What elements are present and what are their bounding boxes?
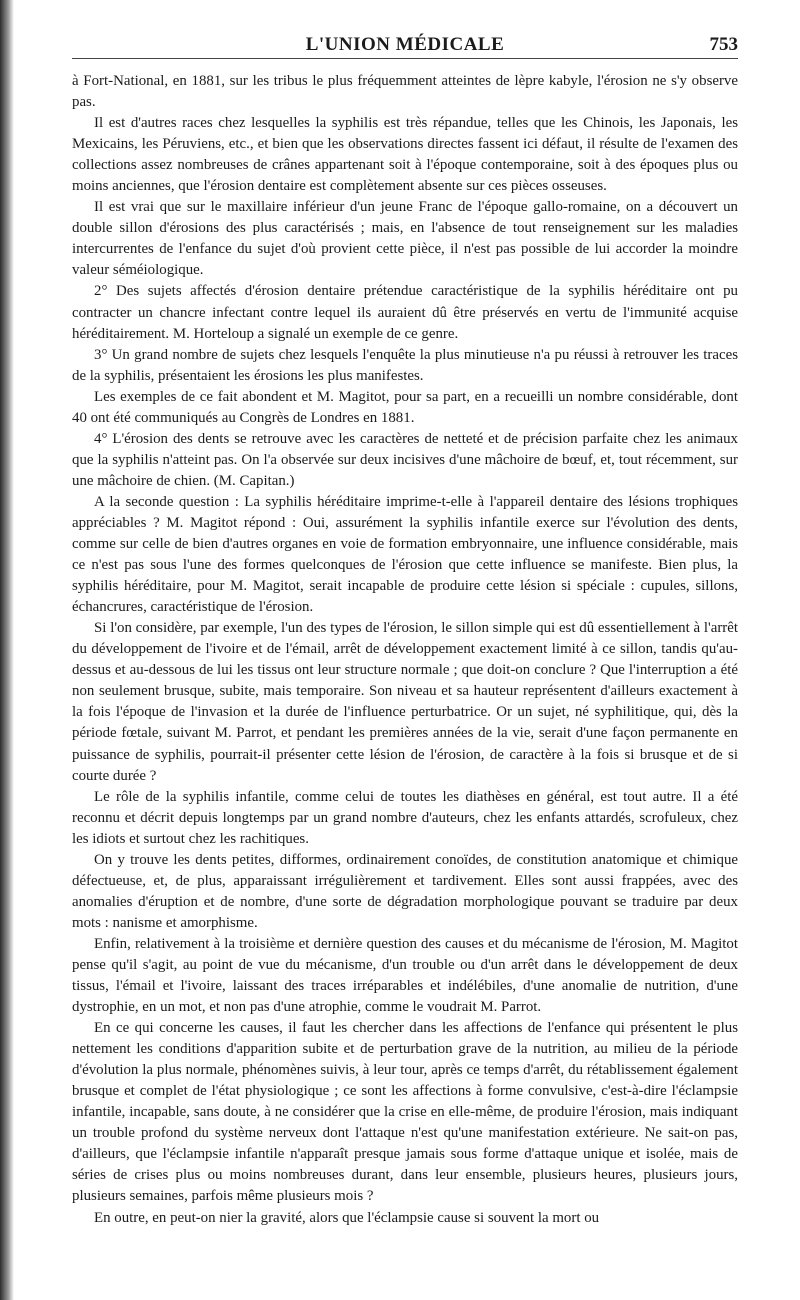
paragraph: 4° L'érosion des dents se retrouve avec les caractères de netteté et de précision parfaite chez les animaux que la syphilis n'atteint pas. On l'a observée sur deux incisives d'une mâchoire de bœuf, et, tout récemment, sur une mâchoire de chien. (M. Capitan.)	[72, 430, 738, 489]
paragraph: 3° Un grand nombre de sujets chez lesquels l'enquête la plus minutieuse n'a pu réussi à retrouver les traces de la syphilis, présentaient les érosions les plus manifestes.	[72, 346, 738, 384]
paragraph: En ce qui concerne les causes, il faut les chercher dans les affections de l'enfance qui présentent le plus nettement les conditions d'apparition subite et de perturbation grave de la nutrition, au milieu de la période d'évolution la plus normale, phénomènes suivis, à leur tour, après ce temps d'arrêt, du rétablissement également brusque et complet de l'état physiologique ; ce sont les affections à forme convulsive, c'est-à-dire l'éclampsie infantile, incapable, sans doute, à ne considérer que la crise en elle-même, de produire l'érosion, mais indiquant un trouble profond du système nerveux dont l'attaque n'est qu'une manifestation extérieure. Ne sait-on pas, d'ailleurs, que l'éclampsie infantile n'apparaît presque jamais sous forme d'attaque unique et isolée, mais de séries de crises plus ou moins nombreuses durant, dans leur ensemble, plusieurs heures, plusieurs jours, plusieurs semaines, parfois même plusieurs mois ?	[72, 1020, 738, 1205]
paragraph: à Fort-National, en 1881, sur les tribus le plus fréquemment atteintes de lèpre kabyle, l'érosion ne s'y observe pas.	[72, 73, 738, 111]
paragraph: 2° Des sujets affectés d'érosion dentaire prétendue caractéristique de la syphilis héréditaire ont pu contracter un chancre infectant contre lequel ils auraient dû être préservés en vertu de l'immunité acquise héréditairement. M. Horteloup a signalé un exemple de ce genre.	[72, 283, 738, 342]
scan-page-edge	[0, 0, 14, 1300]
article-body	[72, 71, 738, 1229]
paragraph: On y trouve les dents petites, difformes, ordinairement conoïdes, de constitution anatomique et chimique défectueuse, et, de plus, apparaissant irrégulièrement et tardivement. Elles sont aussi frappées, avec des anomalies d'éruption et de nombre, d'une sorte de dégradation morphologique pouvant se traduire par deux mots : nanisme et amorphisme.	[72, 851, 738, 931]
paragraph: Le rôle de la syphilis infantile, comme celui de toutes les diathèses en général, est tout autre. Il a été reconnu et décrit depuis longtemps par un grand nombre d'auteurs, chez les enfants attardés, scrofuleux, chez les idiots et surtout chez les rachitiques.	[72, 788, 738, 847]
paragraph: En outre, en peut-on nier la gravité, alors que l'éclampsie cause si souvent la mort ou	[94, 1209, 600, 1226]
paragraph: A la seconde question : La syphilis héréditaire imprime-t-elle à l'appareil dentaire des lésions trophiques appréciables ? M. Magitot répond : Oui, assurément la syphilis infantile exerce sur l'évolution des dents, comme sur celle de bien d'autres organes en voie de formation embryonnaire, une influence considérable, mais ce n'est pas sous l'une des formes quelconques de l'érosion que cette influence se manifeste. Bien plus, la syphilis héréditaire, pour M. Magitot, serait incapable de produire cette lésion si spéciale : cupules, sillons, échancrures, caractéristique de l'érosion.	[72, 493, 738, 616]
paragraph: Les exemples de ce fait abondent et M. Magitot, pour sa part, en a recueilli un nombre considérable, dont 40 ont été communiqués au Congrès de Londres en 1881.	[72, 388, 738, 426]
running-header	[72, 30, 738, 59]
paragraph: Il est d'autres races chez lesquelles la syphilis est très répandue, telles que les Chinois, les Japonais, les Mexicains, les Péruviens, etc., et bien que les observations directes fassent ici défaut, il résulte de l'examen des collections assez nombreuses de crânes appartenant soit à l'époque contemporaine, soit à des époques plus ou moins anciennes, que l'érosion dentaire est complètement absente sur ces pièces osseuses.	[72, 115, 738, 195]
page-number: 753	[709, 34, 738, 55]
paragraph: Si l'on considère, par exemple, l'un des types de l'érosion, le sillon simple qui est dû essentiellement à l'arrêt du développement de l'ivoire et de l'émail, arrêt de développement exactement limité à ce sillon, tandis qu'au-dessus et au-dessous de lui les tissus ont leur structure normale ; que doit-on conclure ? Que l'interruption a été non seulement brusque, subite, mais temporaire. Son niveau et sa hauteur représentent d'ailleurs exactement à la fois l'époque de l'invasion et la durée de l'influence perturbatrice. Or un sujet, né syphilitique, qui, dès la période fœtale, suivant M. Parrot, et pendant les premières années de la vie, serait d'une façon permanente en puissance de syphilis, pourrait-il présenter cette lésion de l'érosion, de caractère à la fois si brusque et de si courte durée ?	[72, 620, 738, 784]
journal-title: L'UNION MÉDICALE	[305, 34, 505, 55]
paragraph: Enfin, relativement à la troisième et dernière question des causes et du mécanisme de l'érosion, M. Magitot pense qu'il s'agit, au point de vue du mécanisme, d'un trouble ou d'un arrêt dans le développement de deux tissus, l'émail et l'ivoire, laissant des traces irréparables et indélébiles, d'une anomalie de nutrition, d'une dystrophie, en un mot, et non pas d'une atrophie, comme le voudrait M. Parrot.	[72, 935, 738, 1016]
paragraph: Il est vrai que sur le maxillaire inférieur d'un jeune Franc de l'époque gallo-romaine, on a découvert un double sillon d'érosions des plus caractérisés ; mais, en l'absence de tout renseignement sur les maladies intercurrentes de l'enfance du sujet d'où provient cette pièce, il n'est pas possible de lui accorder la moindre valeur séméiologique.	[72, 199, 738, 279]
journal-page	[72, 30, 738, 1229]
